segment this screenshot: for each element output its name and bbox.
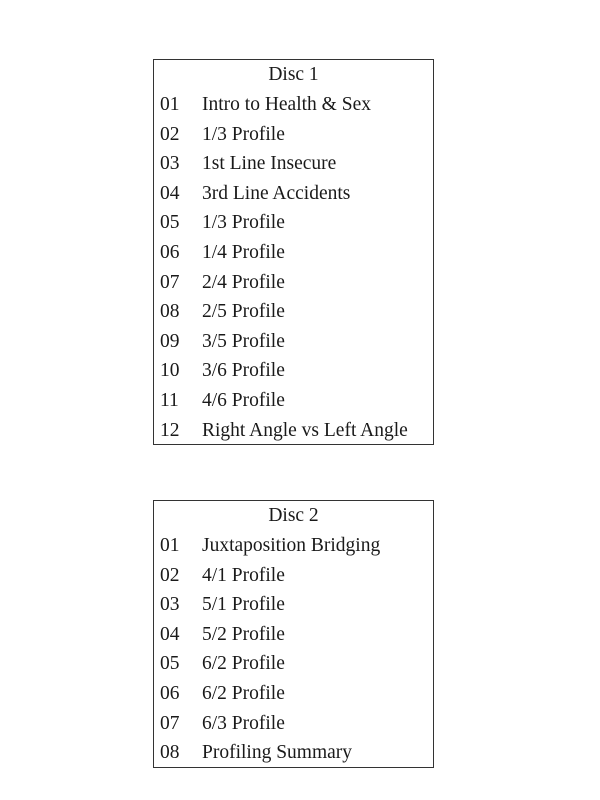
track-number: 11 — [160, 389, 179, 411]
track-number: 01 — [160, 535, 180, 556]
track-number: 09 — [160, 330, 180, 352]
track-title: 5/1 Profile — [202, 594, 285, 616]
track-number: 02 — [160, 564, 180, 586]
track-number: 07 — [160, 271, 180, 293]
track-number: 03 — [160, 594, 180, 616]
disc-1-title: Disc 1 — [268, 64, 319, 85]
track-row — [154, 300, 433, 330]
track-title: 3/6 Profile — [202, 360, 285, 382]
track-number: 07 — [160, 712, 180, 734]
track-number: 12 — [160, 419, 180, 441]
track-row — [154, 593, 433, 623]
track-title: 6/2 Profile — [202, 653, 285, 675]
disc-2-tracklist — [153, 500, 434, 768]
track-row — [154, 152, 433, 182]
track-title: 5/2 Profile — [202, 623, 285, 645]
track-title: 1/4 Profile — [202, 241, 285, 263]
track-row — [154, 741, 433, 771]
track-row — [154, 330, 433, 360]
track-row — [154, 534, 433, 564]
track-row — [154, 123, 433, 153]
track-row — [154, 564, 433, 594]
track-title: 1/3 Profile — [202, 123, 285, 145]
track-title: 6/3 Profile — [202, 712, 285, 734]
track-number: 06 — [160, 241, 180, 263]
track-title: Right Angle vs Left Angle — [202, 419, 408, 441]
track-number: 08 — [160, 301, 180, 323]
track-title: Juxtaposition Bridging — [202, 535, 381, 556]
track-row — [154, 712, 433, 742]
disc-1-tracklist — [153, 59, 434, 445]
track-row — [154, 182, 433, 212]
disc-1-track-list — [154, 93, 433, 448]
track-row — [154, 652, 433, 682]
track-title: 3rd Line Accidents — [202, 182, 351, 204]
track-row — [154, 271, 433, 301]
track-title: 4/6 Profile — [202, 389, 285, 411]
track-row — [154, 359, 433, 389]
track-row — [154, 419, 433, 449]
track-title: Profiling Summary — [202, 742, 353, 764]
track-title: 6/2 Profile — [202, 682, 285, 704]
track-number: 10 — [160, 360, 180, 382]
track-number: 08 — [160, 742, 180, 764]
track-title: 2/4 Profile — [202, 271, 285, 293]
track-row — [154, 623, 433, 653]
disc-2-track-list — [154, 534, 433, 771]
track-title: 4/1 Profile — [202, 564, 285, 586]
track-title: 1/3 Profile — [202, 212, 285, 234]
track-number: 04 — [160, 623, 180, 645]
track-title: 1st Line Insecure — [202, 153, 337, 175]
track-number: 03 — [160, 153, 180, 175]
track-title: 3/5 Profile — [202, 330, 285, 352]
track-number: 01 — [160, 94, 180, 115]
track-title: Intro to Health & Sex — [202, 94, 371, 115]
track-row — [154, 389, 433, 419]
track-number: 06 — [160, 682, 180, 704]
track-number: 05 — [160, 212, 180, 234]
track-number: 05 — [160, 653, 180, 675]
track-number: 04 — [160, 182, 180, 204]
track-title: 2/5 Profile — [202, 301, 285, 323]
track-row — [154, 93, 433, 123]
track-row — [154, 241, 433, 271]
track-number: 02 — [160, 123, 180, 145]
disc-2-title: Disc 2 — [268, 505, 319, 526]
track-row — [154, 211, 433, 241]
track-row — [154, 682, 433, 712]
